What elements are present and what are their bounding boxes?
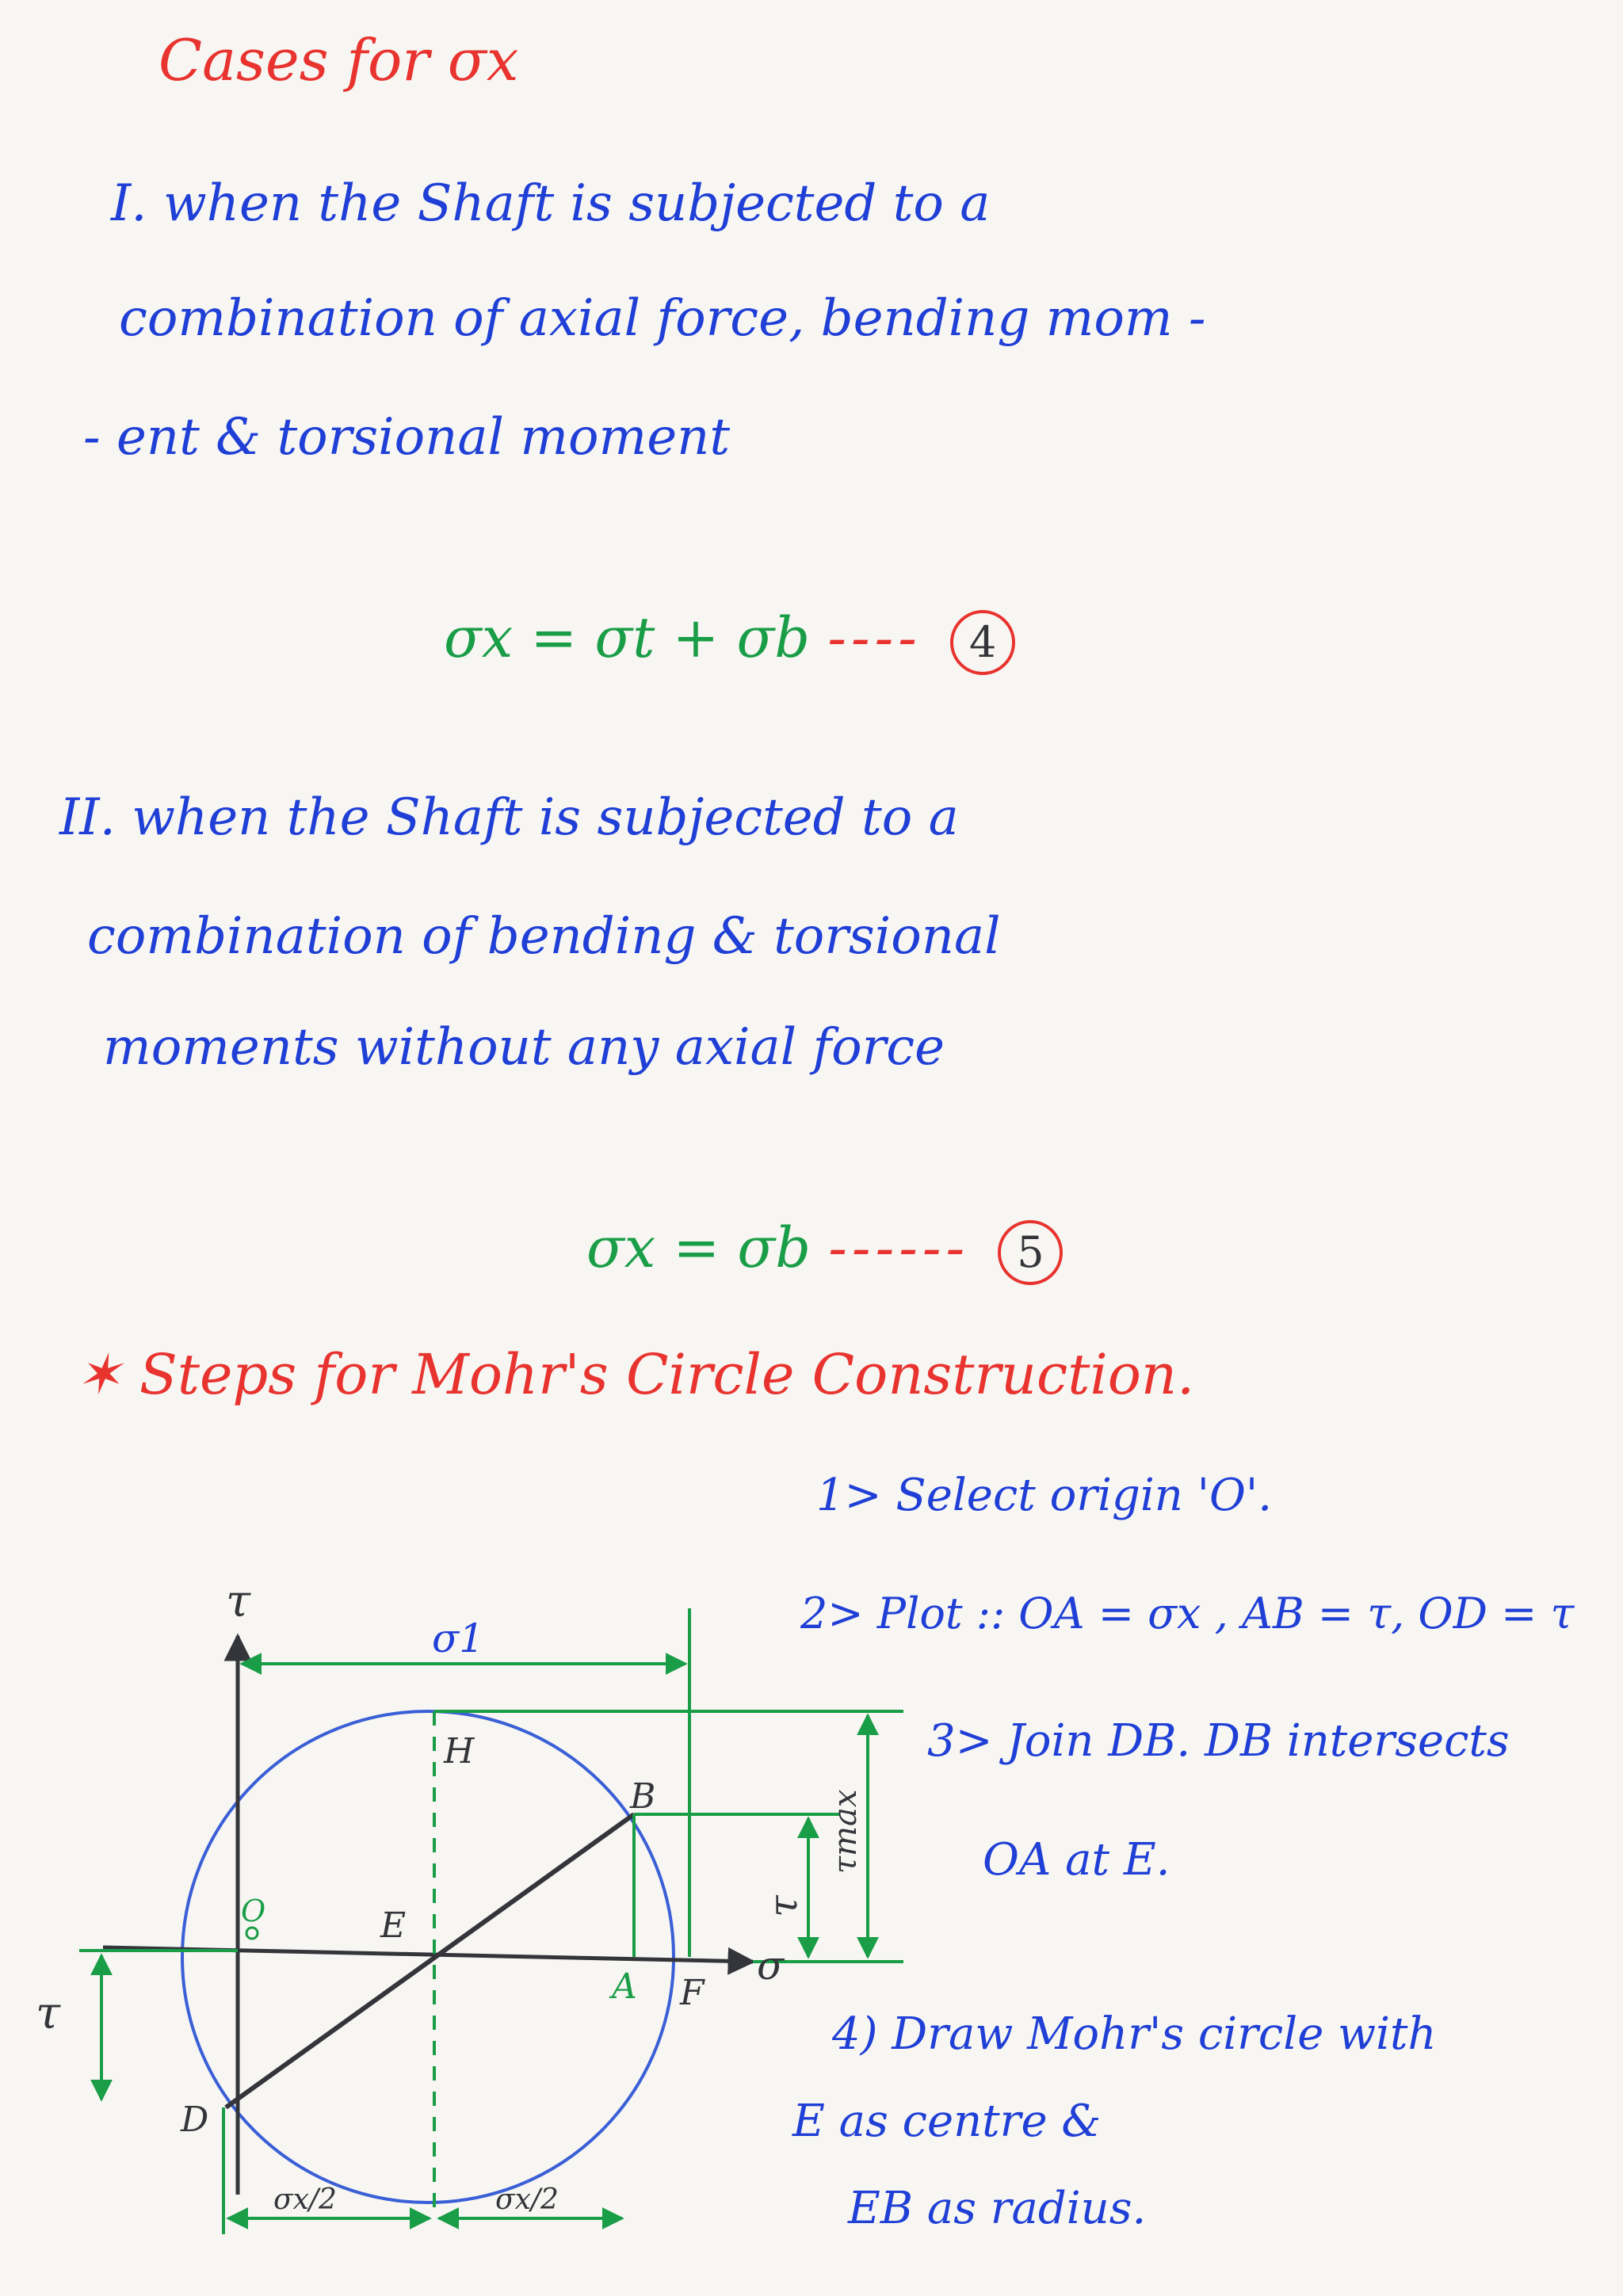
point-o-label: O bbox=[241, 1894, 266, 1928]
equation-5-dashes: ------ bbox=[828, 1215, 970, 1280]
point-e-label: E bbox=[380, 1905, 407, 1946]
case2-text-line1: II. when the Shaft is subjected to a bbox=[59, 788, 959, 847]
step-3-line2: OA at E. bbox=[983, 1834, 1170, 1886]
step-3-line1: 3> Join DB. DB intersects bbox=[927, 1715, 1510, 1767]
point-o-marker bbox=[246, 1928, 258, 1939]
equation-4-dashes: ---- bbox=[827, 605, 922, 670]
equation-5 bbox=[586, 1215, 1063, 1285]
equation-5-formula: σx = σb bbox=[586, 1215, 812, 1280]
case2-text-line3: moments without any axial force bbox=[103, 1018, 945, 1077]
line-db bbox=[226, 1814, 634, 2107]
equation-4-formula: σx = σt + σb bbox=[444, 605, 811, 670]
mohr-circle-diagram bbox=[0, 1553, 975, 2296]
half-sigma-right-label: σx/2 bbox=[495, 2183, 559, 2216]
mohr-section-heading: ✶ Steps for Mohr's Circle Construction. bbox=[75, 1342, 1195, 1407]
point-f-label: F bbox=[680, 1973, 705, 2013]
case2-text-line2: combination of bending & torsional bbox=[87, 907, 1001, 966]
tau-axis-label: τ bbox=[226, 1576, 250, 1627]
point-d-label: D bbox=[181, 2100, 209, 2140]
sigma1-label: σ1 bbox=[432, 1615, 484, 1661]
case1-text-line1: I. when the Shaft is subjected to a bbox=[111, 174, 991, 233]
step-1: 1> Select origin 'O'. bbox=[816, 1470, 1273, 1521]
sigma-axis-label: σ bbox=[757, 1943, 785, 1989]
equation-5-number: 5 bbox=[998, 1220, 1063, 1285]
tau-left-label: τ bbox=[36, 1988, 60, 2039]
point-h-label: H bbox=[444, 1731, 475, 1772]
step-4-line3: EB as radius. bbox=[848, 2183, 1147, 2234]
point-b-label: B bbox=[630, 1776, 656, 1817]
tau-max-label: τmax bbox=[827, 1789, 864, 1874]
step-2: 2> Plot :: OA = σx , AB = τ, OD = τ bbox=[800, 1589, 1575, 1638]
equation-4 bbox=[444, 605, 1015, 675]
page-title: Cases for σx bbox=[158, 27, 519, 93]
equation-4-number: 4 bbox=[950, 610, 1015, 675]
step-4-line1: 4) Draw Mohr's circle with bbox=[832, 2008, 1437, 2060]
step-4-line2: E as centre & bbox=[792, 2096, 1102, 2147]
half-sigma-left-label: σx/2 bbox=[273, 2183, 337, 2216]
point-a-label: A bbox=[612, 1966, 637, 2007]
tau-right-label: τ bbox=[760, 1895, 806, 1917]
case1-text-line2: combination of axial force, bending mom - bbox=[119, 289, 1206, 348]
case1-text-line3: - ent & torsional moment bbox=[83, 408, 731, 467]
